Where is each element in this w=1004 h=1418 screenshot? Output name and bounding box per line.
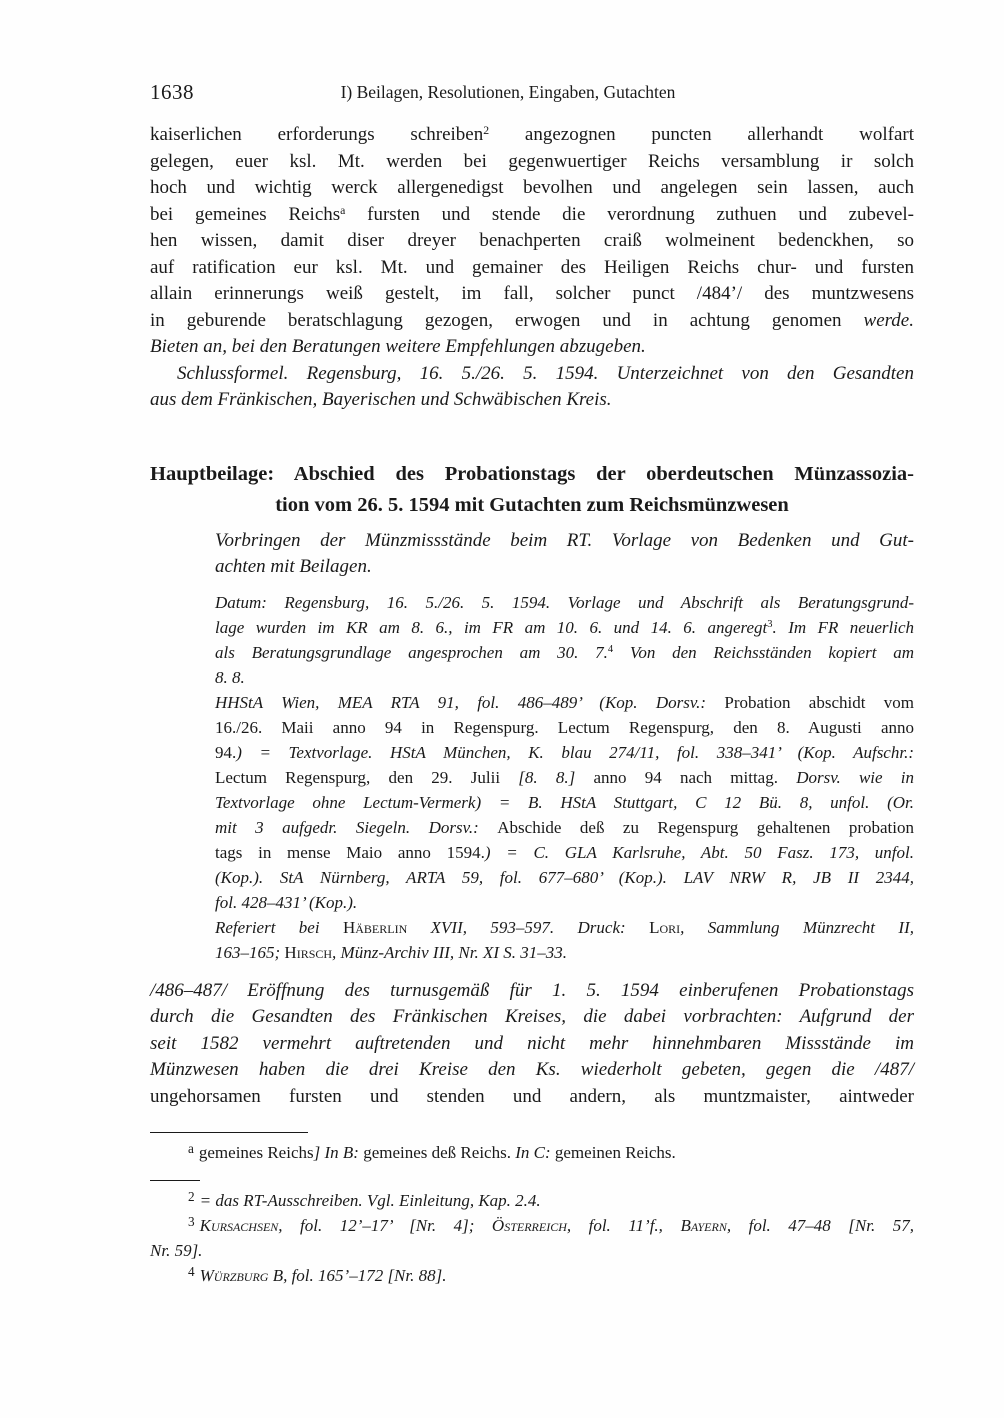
text-line: auf ratification eur ksl. Mt. und gemainer des Heiligen Reichs chur- und fursten	[150, 256, 914, 278]
text-line: /486–487/ Eröffnung des turnusgemäß für 1. 5. 1594 einberufenen Probationstags	[150, 979, 914, 1001]
text-line: 94.) = Textvorlage. HStA München, K. blau 274/11, fol. 338–341’ (Kop. Aufschr.:	[215, 742, 914, 762]
footnote-4	[150, 1263, 914, 1288]
text-line: tags in mense Maio anno 1594.) = C. GLA Karlsruhe, Abt. 50 Fasz. 173, unfol.	[215, 842, 914, 862]
text-line: bei gemeines Reichs$^a$ fursten und stende die verordnung zuthuen und zubevel-	[150, 203, 914, 225]
text-line: $^a$ gemeines Reichs] In B: gemeines deß Reichs. In C: gemeinen Reichs.	[188, 1141, 676, 1162]
text-line: lage wurden im KR am 8. 6., im FR am 10. 6. und 14. 6. angeregt$^3$. Im FR neuerlich	[215, 617, 915, 637]
text-line: fol. 428–431’ (Kop.).	[215, 892, 358, 912]
text-line: allain erinnerungs weiß gestelt, im fall, solcher punct /484’/ des muntzwesens	[150, 283, 914, 304]
regest-summary	[215, 528, 914, 581]
apparatus-rule	[150, 1132, 308, 1133]
text-line: in geburende beratschlagung gezogen, erwogen und in achtung genomen werde.	[150, 309, 914, 331]
text-line: gelegen, euer ksl. Mt. werden bei gegenwuertiger Reichs versamblung ir solch	[150, 150, 914, 172]
source-note	[215, 690, 914, 915]
text-line: (Kop.). StA Nürnberg, ARTA 59, fol. 677–680’ (Kop.). LAV NRW R, JB II 2344,	[215, 867, 914, 887]
text-line: achten mit Beilagen.	[215, 556, 372, 577]
text-line: aus dem Fränkischen, Bayerischen und Schwäbischen Kreis.	[150, 389, 612, 410]
running-head	[150, 80, 914, 106]
text-line: als Beratungsgrundlage angesprochen am 30. 7.$^4$ Von den Reichsständen kopiert am	[215, 642, 914, 662]
text-line: Vorbringen der Münzmissstände beim RT. Vorlage von Bedenken und Gut-	[215, 529, 914, 551]
page-body	[150, 122, 914, 1288]
footnote-2	[150, 1188, 914, 1213]
text-line: $^4$ Würzburg B, fol. 165’–172 [Nr. 88].	[188, 1264, 447, 1285]
regest-body	[150, 978, 914, 1111]
datum-note	[215, 590, 914, 690]
text-line: Münzwesen haben die drei Kreise den Ks. wiederholt gebeten, gegen die /487/	[150, 1059, 914, 1080]
text-line: tion vom 26. 5. 1594 mit Gutachten zum Reichsmünzwesen	[275, 493, 789, 516]
running-title: I) Beilagen, Resolutionen, Eingaben, Gutachten	[340, 82, 676, 102]
text-line: Referiert bei Häberlin XVII, 593–597. Druck: Lori, Sammlung Münzrecht II,	[215, 917, 914, 937]
text-line: Datum: Regensburg, 16. 5./26. 5. 1594. Vorlage und Abschrift als Beratungsgrund-	[215, 592, 914, 612]
text-line: seit 1582 vermehrt auftretenden und nicht mehr hinnehmbaren Missstände im	[150, 1032, 914, 1054]
text-line: hen wissen, damit diser dreyer benachperten craiß wolmeinent bedenckhen, so	[150, 230, 914, 251]
footnote-a	[150, 1140, 914, 1165]
text-line: Nr. 59].	[150, 1241, 203, 1260]
text-line: 16./26. Maii anno 94 in Regenspurg. Lectum Regenspurg, den 8. Augusti anno	[215, 717, 914, 737]
paragraph-schlussformel	[150, 361, 914, 414]
footnotes-area	[150, 1132, 914, 1288]
paragraph-main-text	[150, 122, 914, 361]
text-line: $^2$ = das RT-Ausschreiben. Vgl. Einleitung, Kap. 2.4.	[188, 1189, 541, 1210]
text-line: kaiserlichen erforderungs schreiben$^2$ angezognen puncten allerhandt wolfart	[150, 124, 914, 145]
text-line: hoch und wichtig werck allergenedigst bevolhen und angelegen sein lassen, auch	[150, 177, 914, 198]
text-line: Schlussformel. Regensburg, 16. 5./26. 5. 1594. Unterzeichnet von den Gesandten	[177, 362, 914, 384]
commentary-rule	[150, 1180, 200, 1181]
text-line: HHStA Wien, MEA RTA 91, fol. 486–489’ (Kop. Dorsv.: Probation abschidt vom	[215, 692, 914, 712]
text-line: 163–165; Hirsch, Münz-Archiv III, Nr. XI S. 31–33.	[215, 942, 568, 962]
text-line: Lectum Regenspurg, den 29. Julii [8. 8.] anno 94 nach mittag. Dorsv. wie in	[215, 767, 915, 787]
footnote-3	[150, 1213, 914, 1263]
text-line: durch die Gesandten des Fränkischen Kreises, die dabei vorbrachten: Aufgrund der	[150, 1006, 914, 1027]
text-line: Textvorlage ohne Lectum-Vermerk) = B. HStA Stuttgart, C 12 Bü. 8, unfol. (Or.	[215, 792, 914, 812]
text-line: 8. 8.	[215, 667, 245, 687]
text-line: ungehorsamen fursten und stenden und andern, als muntzmaister, aintweder	[150, 1085, 914, 1107]
page-number: 1638	[150, 80, 194, 104]
text-line: Hauptbeilage: Abschied des Probationstags der oberdeutschen Münzassozia-	[150, 462, 914, 485]
text-line: Bieten an, bei den Beratungen weitere Empfehlungen abzugeben.	[150, 336, 646, 357]
literature-note	[215, 915, 914, 965]
section-heading-hauptbeilage	[150, 459, 914, 521]
text-line: $^3$ Kursachsen, fol. 12’–17’ [Nr. 4]; Österreich, fol. 11’f., Bayern, fol. 47–48 [Nr. 57,	[188, 1214, 914, 1235]
text-line: mit 3 aufgedr. Siegeln. Dorsv.: Abschide deß zu Regenspurg gehaltenen probation	[215, 817, 915, 837]
